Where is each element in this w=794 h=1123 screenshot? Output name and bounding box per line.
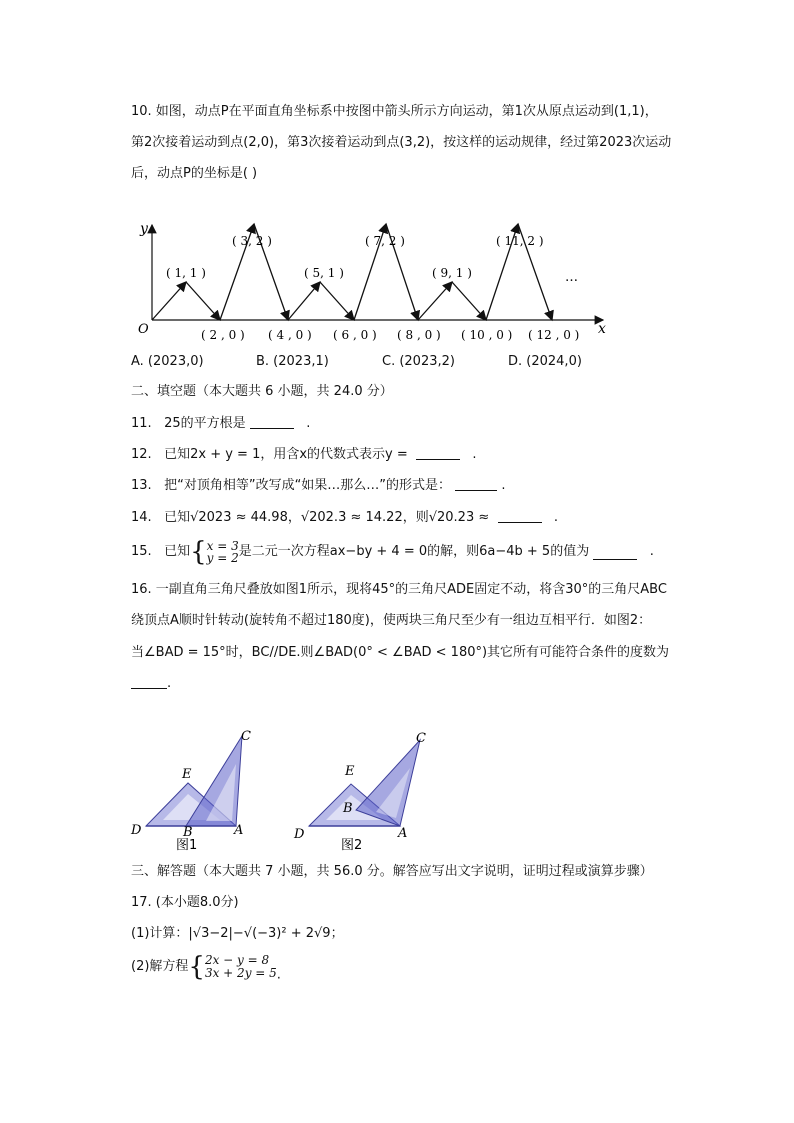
q11-text: 25的平方根是 [164, 416, 246, 431]
point-label: ( 5, 1 ) [304, 266, 344, 280]
q12-number: 12. [131, 447, 152, 462]
q16-line4 [131, 674, 171, 694]
q11-period: . [306, 416, 311, 431]
point-label: ( 4 , 0 ) [268, 328, 312, 342]
q10-option-a: A. (2023,0) [131, 354, 204, 369]
fig2-caption: 图2 [341, 838, 363, 853]
q12-text: 已知2x + y = 1，用含x的代数式表示y = [164, 447, 408, 462]
point-label: ( 6 , 0 ) [333, 328, 377, 342]
q17-system-top: 2x − y = 8 [204, 953, 270, 967]
q10-option-d: D. (2024,0) [508, 354, 582, 369]
answer-blank [250, 414, 294, 429]
q11 [131, 414, 310, 434]
q17-period: . [276, 967, 281, 983]
q13-number: 13. [131, 478, 152, 493]
q13 [131, 476, 505, 496]
q14 [131, 508, 558, 528]
q10-line1: 10. 如图，动点P在平面直角坐标系中按图中箭头所示方向运动，第1次从原点运动到(1,1)， [131, 104, 658, 119]
q16-period: . [167, 676, 172, 691]
fig1-caption: 图1 [176, 838, 198, 853]
q15-system-bottom: y = 2 [206, 551, 239, 565]
answer-blank [498, 508, 542, 523]
q17-system-bottom: 3x + 2y = 5 [204, 966, 277, 980]
q12 [131, 445, 477, 465]
fig2-label-b: B [343, 801, 353, 816]
y-axis-label: y [140, 221, 148, 237]
q13-period: . [501, 478, 506, 493]
q17-part1: (1)计算：|√3−2|−√(−3)² + 2√9； [131, 926, 344, 941]
answer-blank [455, 476, 497, 491]
q10-option-b: B. (2023,1) [256, 354, 329, 369]
point-label: ( 9, 1 ) [432, 266, 472, 280]
q14-number: 14. [131, 510, 152, 525]
origin-label: O [138, 322, 149, 337]
fig2-label-c: C [416, 731, 426, 746]
point-label: ( 2 , 0 ) [201, 328, 245, 342]
fig2-label-e: E [345, 764, 355, 779]
fig2-label-d: D [294, 827, 305, 842]
q16-line1: 16. 一副直角三角尺叠放如图1所示，现将45°的三角尺ADE固定不动，将含30°的三角尺ABC [131, 582, 667, 597]
q15 [131, 537, 654, 570]
point-label: ( 7, 2 ) [365, 234, 405, 248]
fig1-label-b: B [183, 825, 193, 840]
ellipsis: … [565, 270, 578, 285]
section3-heading: 三、解答题（本大题共 7 小题，共 56.0 分。解答应写出文字说明，证明过程或演算步骤） [131, 864, 653, 879]
answer-blank [416, 445, 460, 460]
q16-line3: 当∠BAD = 15°时，BC//DE.则∠BAD(0° < ∠BAD < 180°)其它所有可能符合条件的度数为 [131, 645, 670, 660]
q17-system-brace: { [188, 952, 205, 982]
q15-number: 15. [131, 544, 152, 559]
q14-text: 已知√2023 ≈ 44.98，√202.3 ≈ 14.22，则√20.23 ≈ [164, 510, 490, 525]
q10-line2: 第2次接着运动到点(2,0)，第3次接着运动到点(3,2)，按这样的运动规律，经过第2023次运动 [131, 135, 672, 150]
point-label: ( 3, 2 ) [232, 234, 272, 248]
answer-blank [131, 674, 167, 689]
q16-figures [0, 728, 794, 858]
fig2-label-a: A [398, 826, 408, 841]
q15-system [207, 540, 239, 564]
q11-number: 11. [131, 416, 152, 431]
fig1-label-e: E [182, 767, 192, 782]
fig1-label-a: A [234, 823, 244, 838]
point-label: ( 10 , 0 ) [461, 328, 513, 342]
answer-blank [593, 545, 637, 560]
q17-part2-label: (2)解方程 [131, 959, 189, 974]
q16-line2: 绕顶点A顺时针转动(旋转角不超过180度)，使两块三角尺至少有一组边互相平行．如图2： [131, 613, 652, 628]
section2-heading: 二、填空题（本大题共 6 小题，共 24.0 分） [131, 384, 393, 399]
q14-period: . [553, 510, 559, 525]
x-axis-label: x [598, 321, 606, 337]
q10-zigzag-graph [0, 215, 794, 355]
q13-text: 把“对顶角相等”改写成“如果…那么…”的形式是： [164, 478, 452, 493]
q15-period: . [649, 544, 654, 559]
q12-period: . [472, 447, 477, 462]
point-label: ( 11, 2 ) [496, 234, 544, 248]
q15-pre: 已知 [164, 544, 191, 559]
q10-option-c: C. (2023,2) [382, 354, 455, 369]
q17-part2 [131, 954, 281, 984]
q10-line3: 后，动点P的坐标是( ) [131, 166, 258, 181]
q15-system-top: x = 3 [206, 539, 239, 553]
q15-system-brace: { [190, 537, 207, 567]
fig1-label-c: C [241, 729, 251, 744]
point-label: ( 8 , 0 ) [397, 328, 441, 342]
q17-header: 17. (本小题8.0分) [131, 895, 239, 910]
figure-2 [293, 731, 426, 853]
q17-system [205, 954, 277, 980]
fig1-label-d: D [131, 823, 142, 838]
point-label: ( 1, 1 ) [166, 266, 206, 280]
point-label: ( 12 , 0 ) [528, 328, 580, 342]
q15-text: 是二元一次方程ax−by + 4 = 0的解，则6a−4b + 5的值为 [238, 544, 590, 559]
figure-1 [130, 729, 251, 853]
